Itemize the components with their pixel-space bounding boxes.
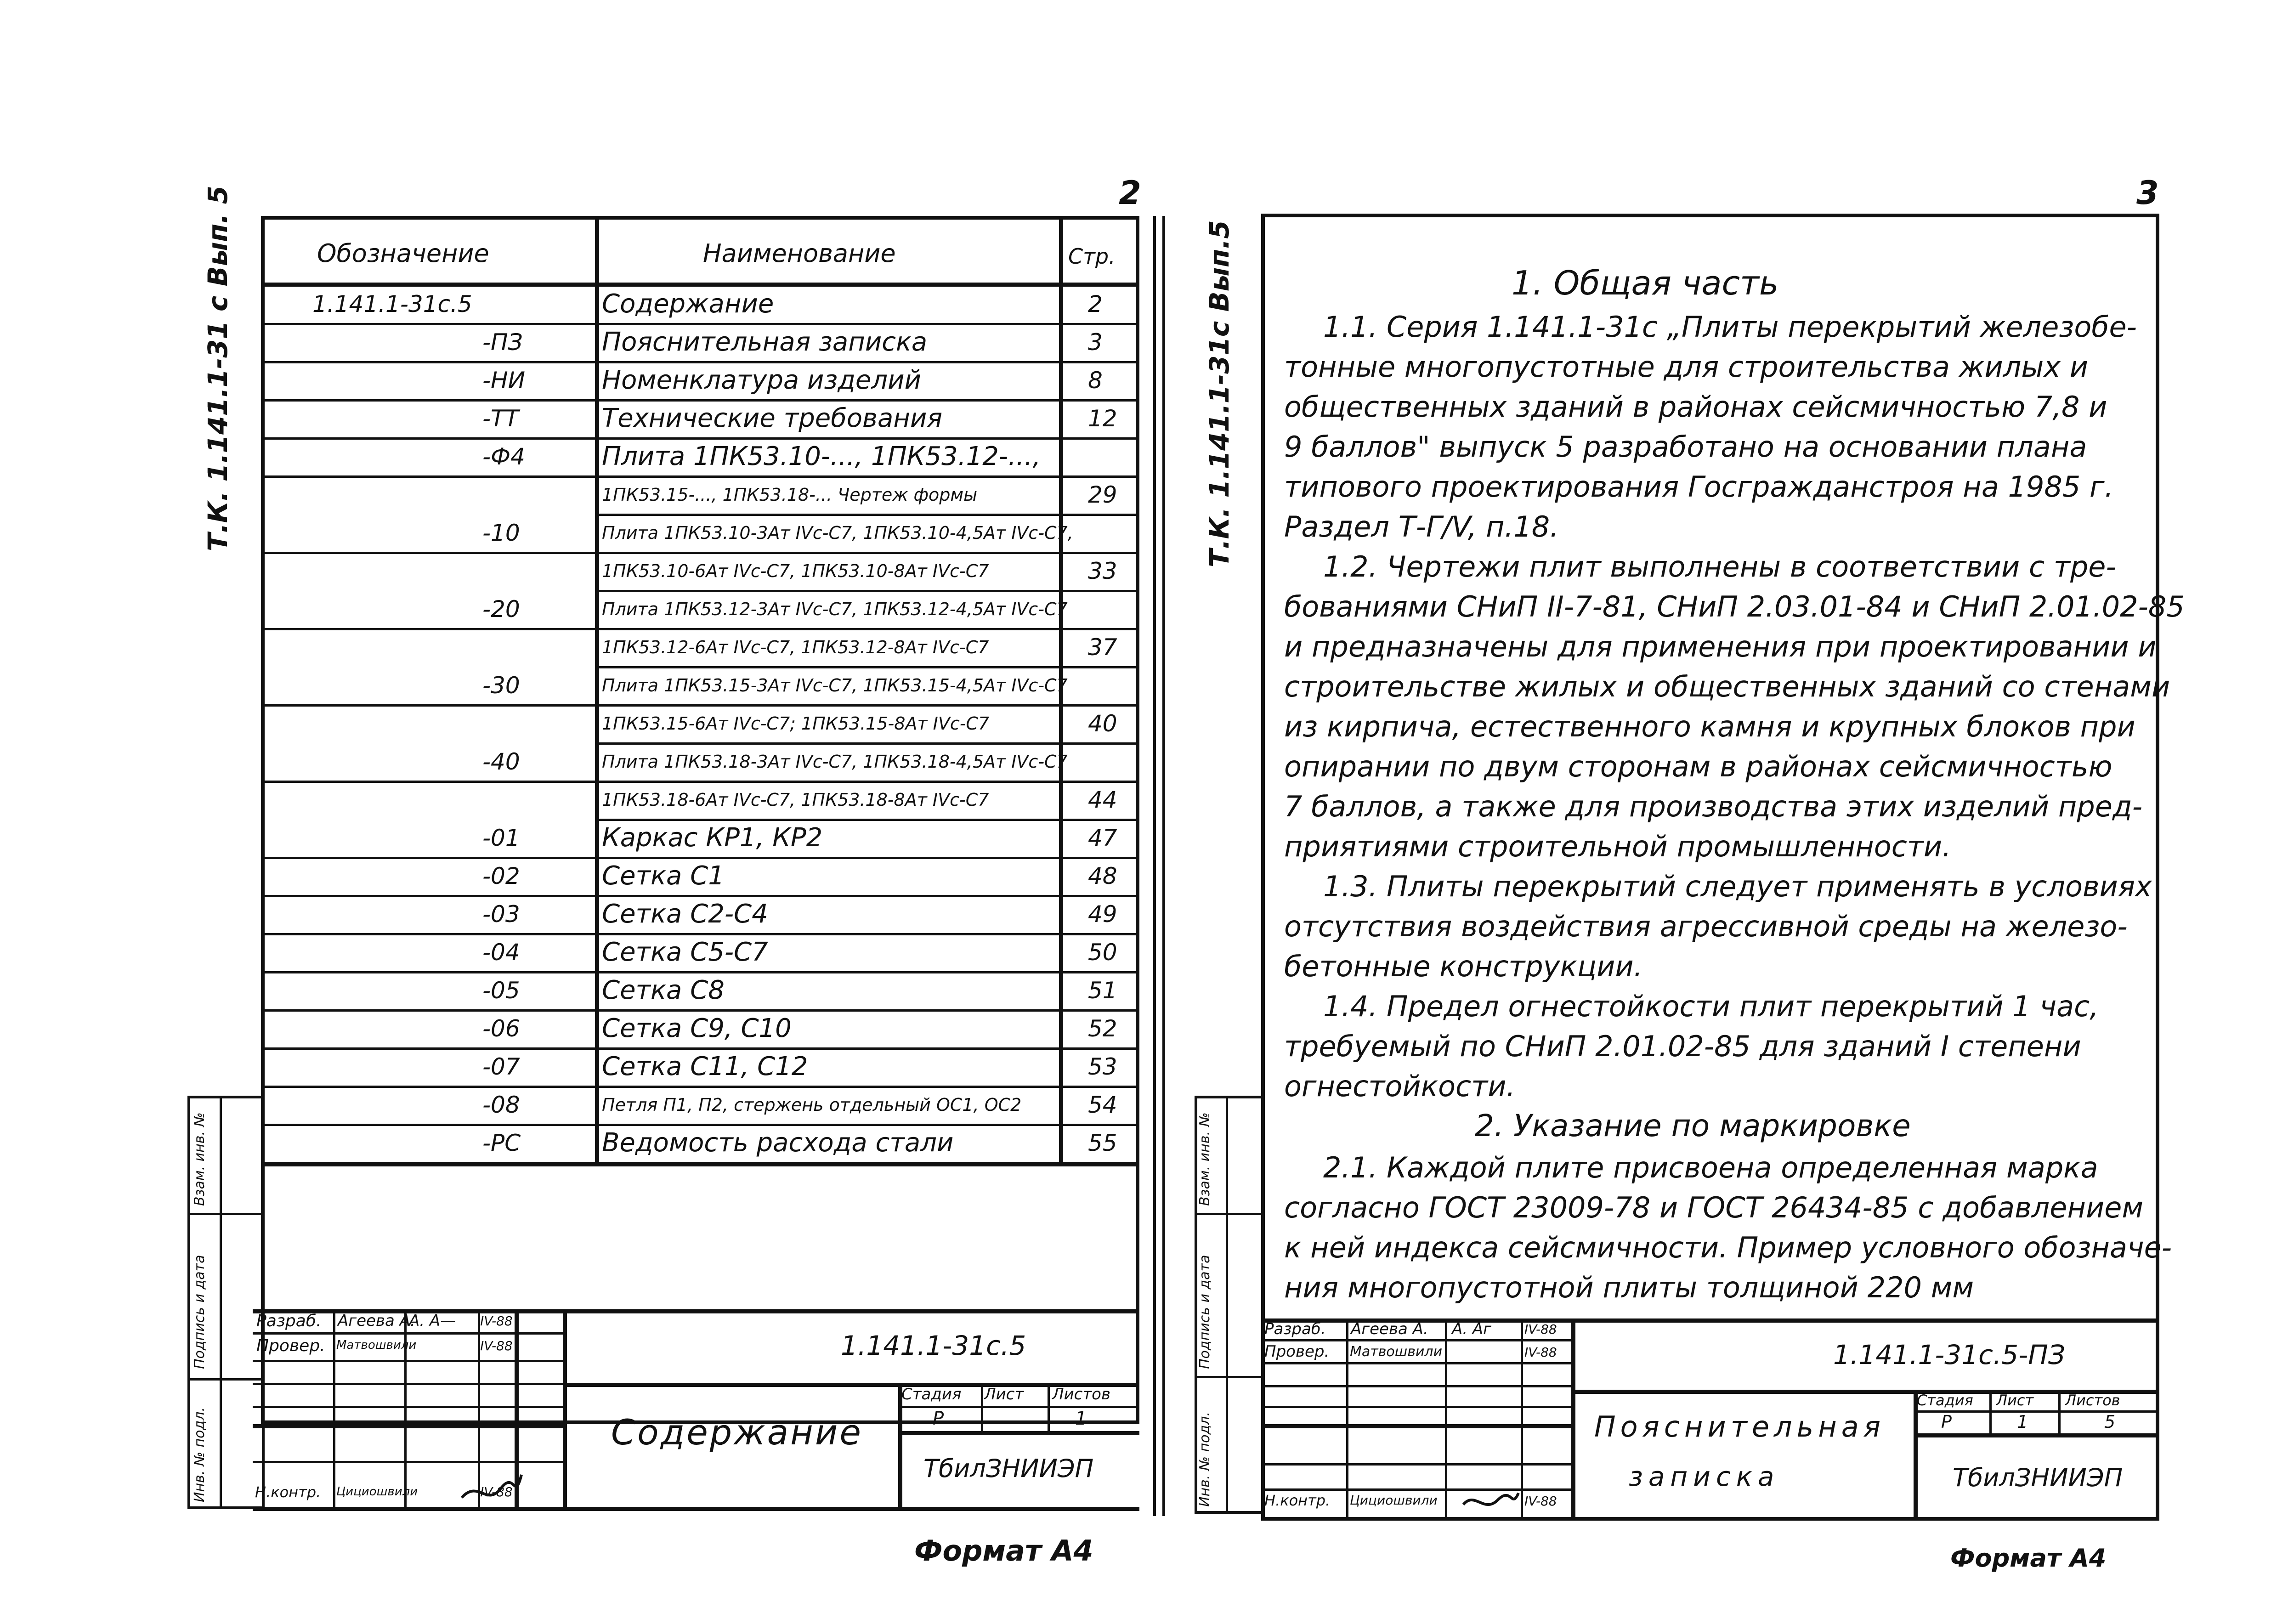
tb-sheets-label: Листов [1052, 1385, 1111, 1403]
row-code: -10 [482, 519, 520, 546]
row-code: -06 [482, 1015, 520, 1042]
row-page: 2 [1088, 290, 1103, 317]
row-code: -08 [482, 1091, 520, 1118]
row-name: Сетка С2-С4 [602, 899, 768, 929]
tb-stage-label: Стадия [901, 1385, 962, 1403]
text-line: 1.2. Чертежи плит выполнены в соответствии с тре- [1323, 550, 2116, 583]
col-header-name: Наименование [703, 239, 896, 268]
row-page: 37 [1088, 634, 1117, 661]
tb-org: ТбилЗНИИЭП [923, 1454, 1094, 1483]
text-line: 9 баллов" выпуск 5 разработано на основании плана [1284, 430, 2087, 464]
row-page: 54 [1088, 1091, 1117, 1118]
text-line: строительстве жилых и общественных зданий со стенами [1284, 670, 2170, 703]
text-line: 7 баллов, а также для производства этих изделий пред- [1284, 790, 2143, 823]
text-line: опирании по двум сторонам в районах сейсмичностью [1284, 750, 2112, 783]
tb-role-3: Н.контр. [255, 1483, 321, 1501]
side-label: Т.К. 1.141.1-31с Вып.5 [1204, 220, 1235, 567]
row-page: 55 [1088, 1129, 1117, 1156]
row-name: Ведомость расхода стали [602, 1127, 954, 1158]
row-name: Петля П1, П2, стержень отдельный ОС1, ОС2 [602, 1094, 1022, 1115]
tb-sheet: 1 [1075, 1408, 1087, 1429]
row-page: 44 [1088, 786, 1117, 813]
tb-stage: Р [1941, 1412, 1952, 1432]
row-name: Каркас КР1, КР2 [602, 822, 823, 853]
row-page: 51 [1088, 977, 1117, 1004]
tb-org: ТбилЗНИИЭП [1953, 1463, 2123, 1492]
side-strip-sign: Подпись и дата [192, 1255, 208, 1369]
tb-name-2: Матвошвили [1350, 1344, 1443, 1360]
row-name: Сетка С9, С10 [602, 1013, 792, 1043]
text-line: бованиями СНиП II-7-81, СНиП 2.03.01-84 и СНиП 2.01.02-85 [1284, 590, 2185, 623]
row-code: -40 [482, 748, 520, 775]
text-line: 1.3. Плиты перекрытий следует применять в условиях [1323, 870, 2152, 903]
side-strip-inv: Инв. № подл. [1197, 1412, 1213, 1507]
text-line: требуемый по СНиП 2.01.02-85 для зданий I степени [1284, 1030, 2081, 1063]
tb-role-1: Разраб. [256, 1312, 322, 1330]
row-name: Пояснительная записка [602, 327, 928, 357]
tb-date-1: IV-88 [1524, 1322, 1557, 1337]
row-name: 1ПК53.18-6Ат IVс-С7, 1ПК53.18-8Ат IVс-С7 [602, 789, 989, 810]
signature-mark [459, 1466, 524, 1521]
row-name: Сетка С5-С7 [602, 937, 768, 967]
tb-date-3: IV-88 [480, 1484, 513, 1500]
tb-title-line2: записка [1629, 1461, 1780, 1492]
row-code: -ТТ [482, 405, 519, 432]
row-page: 3 [1088, 328, 1103, 356]
row-name: 1ПК53.15-6Ат IVс-С7; 1ПК53.15-8Ат IVс-С7 [602, 713, 990, 734]
text-line: согласно ГОСТ 23009-78 и ГОСТ 26434-85 с добавлением [1284, 1191, 2144, 1224]
text-line: бетонные конструкции. [1284, 950, 1643, 983]
tb-name-3: Цициошвили [1350, 1493, 1438, 1508]
side-strip-inv: Инв. № подл. [192, 1407, 208, 1502]
page-number: 2 [1119, 174, 1141, 212]
text-line: типового проектирования Госгражданстроя на 1985 г. [1284, 470, 2114, 504]
tb-role-2: Провер. [256, 1336, 325, 1355]
text-line: общественных зданий в районах сейсмичностью 7,8 и [1284, 390, 2107, 424]
text-line: из кирпича, естественного камня и крупных блоков при [1284, 710, 2135, 743]
side-label: Т.К. 1.141.1-31 с Вып. 5 [202, 186, 233, 551]
row-name: Сетка С11, С12 [602, 1051, 808, 1081]
row-name: Плита 1ПК53.10-..., 1ПК53.12-..., [602, 441, 1041, 471]
tb-sign-1: А. Аг [1452, 1320, 1491, 1338]
text-line: к ней индекса сейсмичности. Пример условного обозначе- [1284, 1231, 2172, 1264]
text-line: отсутствия воздействия агрессивной среды на железо- [1284, 910, 2128, 943]
row-code: -30 [482, 672, 520, 699]
row-code: -05 [482, 977, 520, 1004]
row-page: 8 [1088, 367, 1103, 394]
row-name: Плита 1ПК53.10-3Ат IVс-С7, 1ПК53.10-4,5Ат IVс-С7, [602, 522, 1073, 543]
row-code: -ПЗ [482, 328, 523, 356]
tb-doc-code: 1.141.1-31с.5 [841, 1330, 1026, 1361]
row-name: Плита 1ПК53.18-3Ат IVс-С7, 1ПК53.18-4,5Ат IVс-С7 [602, 751, 1068, 772]
tb-title: Содержание [611, 1412, 863, 1453]
tb-date-1: IV-88 [480, 1313, 513, 1329]
section2-heading: 2. Указание по маркировке [1475, 1108, 1911, 1143]
row-page: 50 [1088, 939, 1117, 966]
tb-role-1: Разраб. [1264, 1320, 1326, 1338]
tb-role-2: Провер. [1264, 1342, 1330, 1361]
tb-name-2: Матвошвили [336, 1338, 417, 1352]
row-code: -20 [482, 595, 520, 622]
text-line: ния многопустотной плиты толщиной 220 мм [1284, 1271, 1974, 1304]
row-name: Содержание [602, 289, 774, 319]
tb-date-3: IV-88 [1524, 1494, 1557, 1509]
row-name: 1ПК53.10-6Ат IVс-С7, 1ПК53.10-8Ат IVс-С7 [602, 560, 989, 581]
text-line: 1.4. Предел огнестойкости плит перекрытий 1 час, [1323, 990, 2099, 1023]
row-code: -РС [482, 1129, 521, 1156]
row-name: 1ПК53.12-6Ат IVс-С7, 1ПК53.12-8Ат IVс-С7 [602, 637, 989, 657]
row-code: 1.141.1-31с.5 [312, 290, 472, 317]
side-strip-sign: Подпись и дата [1197, 1255, 1213, 1369]
tb-name-3: Цициошвили [336, 1485, 418, 1499]
row-code: -02 [482, 862, 520, 889]
text-line: 1.1. Серия 1.141.1-31с „Плиты перекрытий железобе- [1323, 310, 2137, 344]
format-label: Формат А4 [1950, 1544, 2107, 1573]
text-line: и предназначены для применения при проектировании и [1284, 630, 2157, 663]
row-code: -Ф4 [482, 443, 525, 470]
row-page: 29 [1088, 481, 1117, 508]
tb-sign-1: А. А— [409, 1312, 456, 1330]
row-name: 1ПК53.15-..., 1ПК53.18-... Чертеж формы [602, 484, 978, 505]
text-line: Раздел Т-Г/V, п.18. [1284, 510, 1559, 543]
text-line: приятиями строительной промышленности. [1284, 830, 1951, 863]
row-page: 47 [1088, 824, 1117, 851]
row-name: Номенклатура изделий [602, 365, 921, 395]
col-header-designation: Обозначение [317, 239, 489, 268]
row-name: Сетка С1 [602, 860, 725, 891]
side-strip-replace: Взам. инв. № [192, 1112, 208, 1206]
tb-stage: Р [933, 1408, 944, 1429]
tb-stage-label: Стадия [1917, 1392, 1973, 1409]
tb-sheets: 5 [2104, 1412, 2116, 1432]
row-code: -04 [482, 939, 520, 966]
tb-sheet-label: Лист [1996, 1392, 2034, 1409]
tb-sheet: 1 [2017, 1412, 2028, 1432]
side-strip-replace: Взам. инв. № [1197, 1112, 1213, 1206]
row-code: -03 [482, 900, 520, 928]
tb-sheet-label: Лист [984, 1385, 1024, 1403]
text-line: 2.1. Каждой плите присвоена определенная марка [1323, 1151, 2098, 1184]
tb-title-line1: Пояснительная [1594, 1410, 1886, 1443]
row-page: 40 [1088, 710, 1117, 737]
row-page: 48 [1088, 862, 1117, 889]
row-page: 49 [1088, 900, 1117, 928]
signature-mark [1461, 1486, 1521, 1518]
row-code: -НИ [482, 367, 526, 394]
text-line: тонные многопустотные для строительства жилых и [1284, 350, 2089, 384]
row-name: Технические требования [602, 403, 943, 433]
row-name: Сетка С8 [602, 975, 725, 1005]
format-label: Формат А4 [914, 1534, 1093, 1567]
row-name: Плита 1ПК53.15-3Ат IVс-С7, 1ПК53.15-4,5Ат IVс-С7 [602, 675, 1068, 696]
tb-date-2: IV-88 [1524, 1345, 1557, 1360]
tb-role-3: Н.контр. [1264, 1492, 1331, 1509]
row-name: Плита 1ПК53.12-3Ат IVс-С7, 1ПК53.12-4,5Ат IVс-С7 [602, 599, 1068, 619]
tb-name-1: Агеева А. [1351, 1320, 1428, 1338]
page-number: 3 [2136, 174, 2159, 212]
row-code: -01 [482, 824, 520, 851]
row-page: 33 [1088, 557, 1117, 584]
text-line: огнестойкости. [1284, 1069, 1516, 1103]
row-page: 52 [1088, 1015, 1117, 1042]
tb-date-2: IV-88 [480, 1338, 513, 1353]
col-header-page: Стр. [1068, 244, 1116, 269]
tb-sheets-label: Листов [2065, 1392, 2120, 1409]
section1-heading: 1. Общая часть [1512, 264, 1779, 302]
tb-name-1: Агеева А. [338, 1312, 415, 1330]
row-code: -07 [482, 1053, 520, 1080]
row-page: 12 [1088, 405, 1117, 432]
row-page: 53 [1088, 1053, 1117, 1080]
tb-doc-code: 1.141.1-31с.5-ПЗ [1833, 1339, 2066, 1370]
